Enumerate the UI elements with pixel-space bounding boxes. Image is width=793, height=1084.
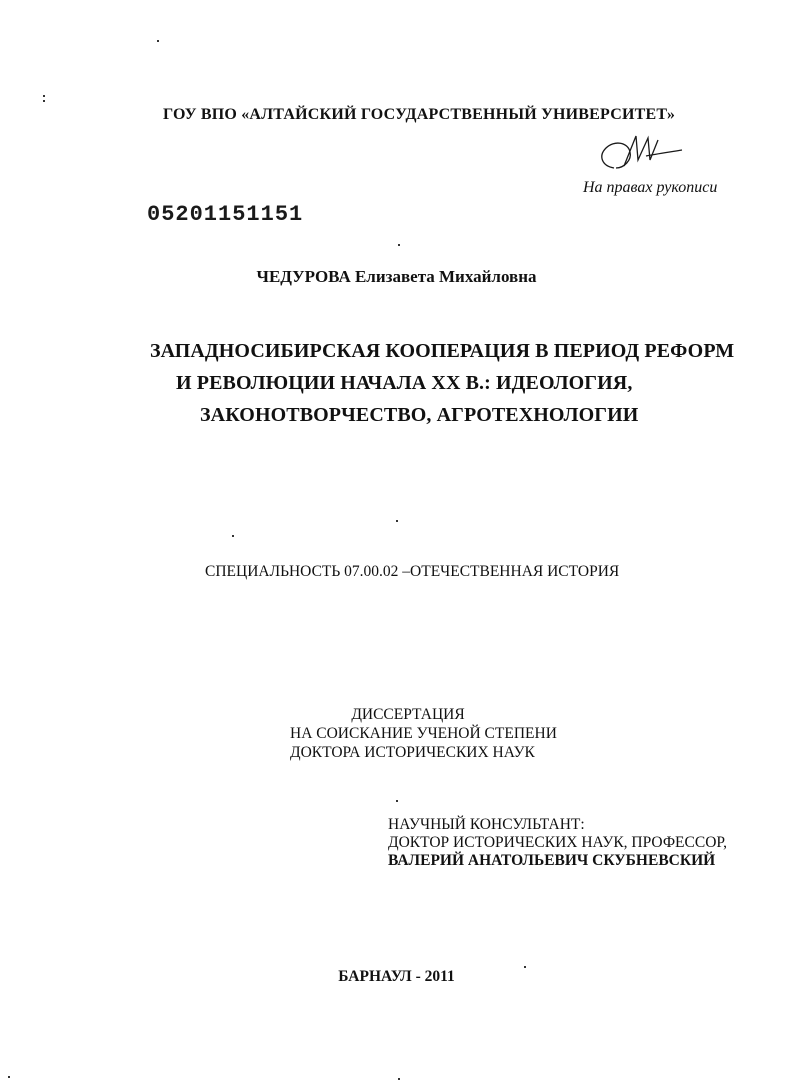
handwritten-signature [594,130,686,178]
registration-code: 05201151151 [147,202,304,227]
author-name [0,267,793,287]
dissertation-line-3: ДОКТОРА ИСТОРИЧЕСКИХ НАУК [290,744,535,761]
scan-speck [232,535,234,537]
consultant-name: ВАЛЕРИЙ АНАТОЛЬЕВИЧ СКУБНЕВСКИЙ [388,852,716,869]
manuscript-rights-note: На правах рукописи [583,179,718,196]
title-line-2: И РЕВОЛЮЦИИ НАЧАЛА XX В.: ИДЕОЛОГИЯ, [176,372,633,394]
place-and-year: БАРНАУЛ - 2011 [338,968,455,985]
author-given-names: Елизавета Михайловна [354,267,537,286]
title-line-1: ЗАПАДНОСИБИРСКАЯ КООПЕРАЦИЯ В ПЕРИОД РЕФОРМ [150,340,735,362]
scan-speck [524,966,526,968]
consultant-heading: НАУЧНЫЙ КОНСУЛЬТАНТ: [388,816,585,833]
scan-speck [157,40,159,42]
author-surname: ЧЕДУРОВА [256,267,351,286]
dissertation-line-2: НА СОИСКАНИЕ УЧЕНОЙ СТЕПЕНИ [290,725,557,742]
scan-speck [396,800,398,802]
scan-speck [8,1076,10,1078]
scan-speck [396,520,398,522]
dissertation-line-1: ДИССЕРТАЦИЯ [351,706,465,723]
scan-speck [398,1078,400,1080]
title-line-3: ЗАКОНОТВОРЧЕСТВО, АГРОТЕХНОЛОГИИ [200,404,639,426]
consultant-degree: ДОКТОР ИСТОРИЧЕСКИХ НАУК, ПРОФЕССОР, [388,834,727,851]
scan-speck [43,100,45,102]
specialty: СПЕЦИАЛЬНОСТЬ 07.00.02 –ОТЕЧЕСТВЕННАЯ ИСТОРИЯ [205,563,620,580]
institution-name: ГОУ ВПО «АЛТАЙСКИЙ ГОСУДАРСТВЕННЫЙ УНИВЕРСИТЕТ» [163,106,676,123]
scan-speck [398,244,400,246]
scan-speck [43,95,45,97]
